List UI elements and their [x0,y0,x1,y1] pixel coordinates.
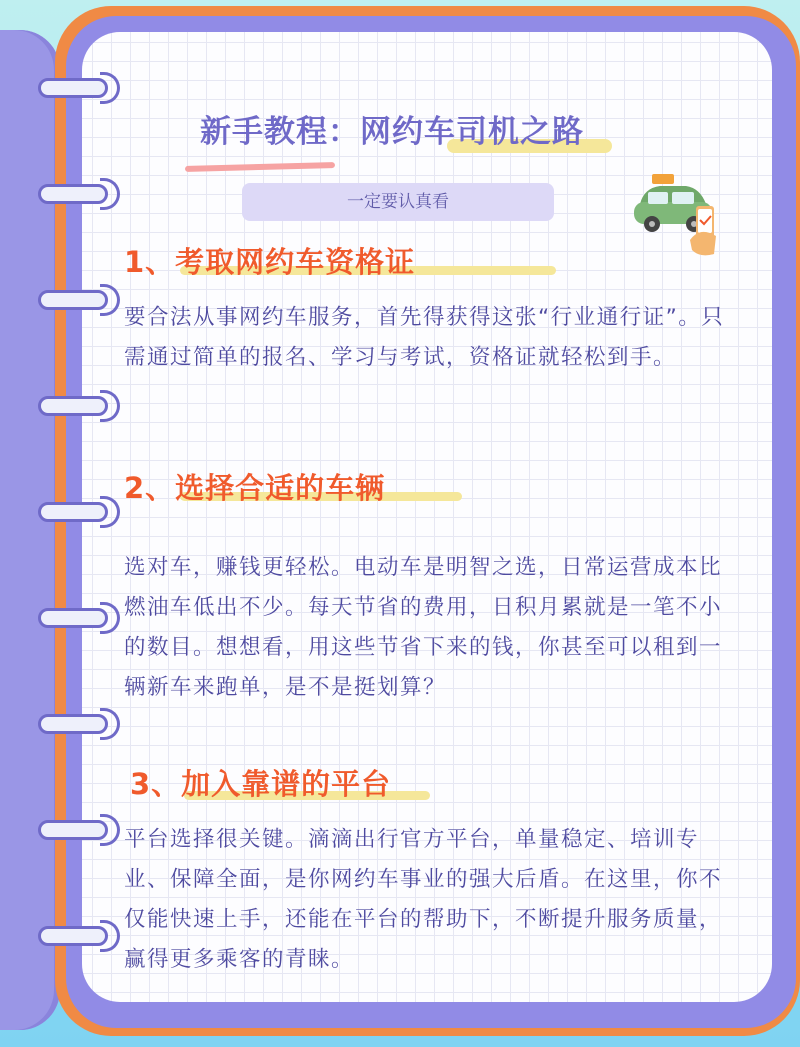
section-body-3: 平台选择很关键。滴滴出行官方平台，单量稳定、培训专业、保障全面，是你网约车事业的强大后盾。在这里，你不仅能快速上手，还能在平台的帮助下，不断提升服务质量，赢得更多乘客的青睐。 [124,827,723,972]
section-body-1: 要合法从事网约车服务，首先得获得这张“行业通行证”。只需通过简单的报名、学习与考试，资格证就轻松到手。 [124,305,725,370]
taxi-car-icon [630,170,730,260]
section-heading-3: 3、加入靠谱的平台 [130,767,392,801]
subtitle: 一定要认真看 [347,192,449,212]
binder-ring [38,714,120,738]
section-heading-1: 1、考取网约车资格证 [124,245,416,279]
binder-ring [38,184,120,208]
binder-ring [38,502,120,526]
section-body-2: 选对车，赚钱更轻松。电动车是明智之选，日常运营成本比燃油车低出不少。每天节省的费用，日积月累就是一笔不小的数目。想想看，用这些节省下来的钱，你甚至可以租到一辆新车来跑单，是不是挺划算？ [124,555,723,700]
binder-ring [38,926,120,950]
binder-ring [38,608,120,632]
binder-ring [38,820,120,844]
binder-ring [38,396,120,420]
notebook-cover [0,30,60,1030]
page-title: 新手教程：网约车司机之路 [200,114,584,150]
binder-ring [38,290,120,314]
section-heading-2: 2、选择合适的车辆 [124,471,386,505]
binder-ring [38,78,120,102]
